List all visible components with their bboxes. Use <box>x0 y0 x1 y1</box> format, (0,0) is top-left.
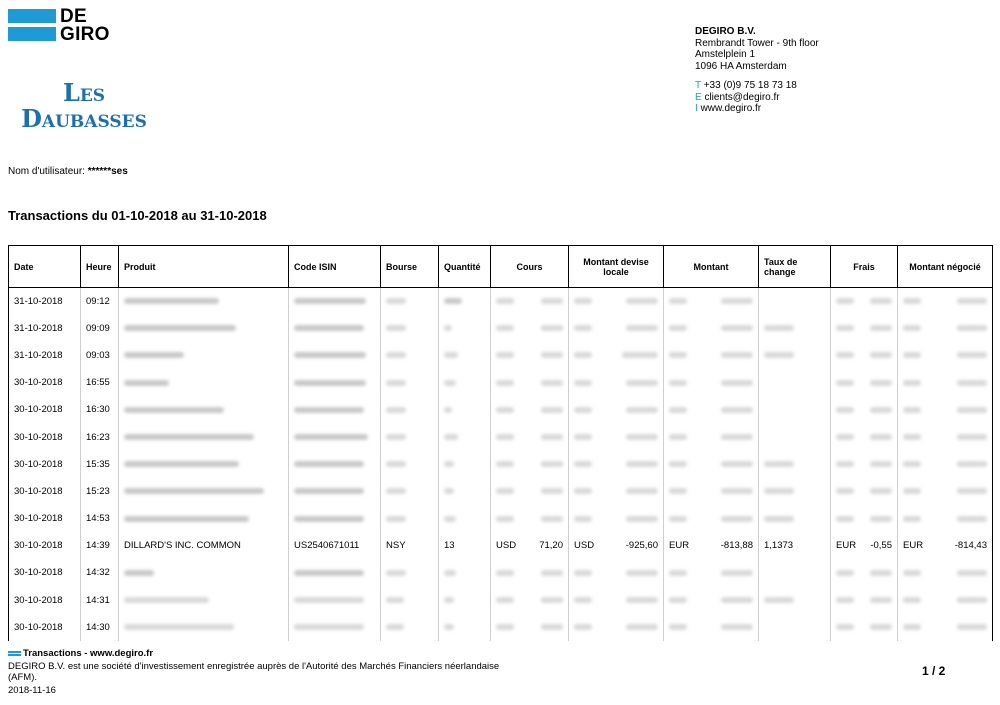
cell-redacted <box>381 451 439 478</box>
cell-redacted <box>664 423 759 450</box>
cell-redacted <box>491 369 569 396</box>
cell-date: 30-10-2018 <box>9 505 81 532</box>
cell-redacted <box>898 315 993 342</box>
cell-redacted <box>569 451 664 478</box>
cell-redacted <box>664 369 759 396</box>
cell-redacted <box>119 451 289 478</box>
table-row <box>9 614 993 641</box>
cell-redacted <box>491 315 569 342</box>
les-daubasses-logo <box>14 80 154 132</box>
company-phone <box>695 80 819 92</box>
cell-redacted <box>119 423 289 450</box>
cell-redacted <box>898 478 993 505</box>
logo-bar-top <box>8 9 56 23</box>
cell-redacted <box>569 614 664 641</box>
cell-redacted <box>831 451 898 478</box>
cell-redacted <box>759 505 831 532</box>
username-label: Nom d'utilisateur: <box>8 166 85 177</box>
company-address-1: Rembrandt Tower - 9th floor <box>695 37 819 49</box>
cell-redacted <box>491 478 569 505</box>
cell-redacted <box>831 315 898 342</box>
footer-disclaimer: DEGIRO B.V. est une société d'investissement enregistrée auprès de l'Autorité des Marchés Financiers néerlandaise (AFM). <box>8 661 500 683</box>
cell-redacted <box>119 396 289 423</box>
cell-redacted <box>119 614 289 641</box>
cell-redacted <box>831 478 898 505</box>
cell-redacted <box>439 587 491 614</box>
cell-redacted <box>381 342 439 369</box>
cell-redacted <box>898 342 993 369</box>
table-row <box>9 478 993 505</box>
cell-redacted <box>119 505 289 532</box>
cell-redacted <box>381 288 439 315</box>
company-name: DEGIRO B.V. <box>695 26 756 37</box>
cell-redacted <box>569 396 664 423</box>
company-web <box>695 103 819 115</box>
cell-time: 16:23 <box>81 423 119 450</box>
cell-time: 14:53 <box>81 505 119 532</box>
cell-redacted <box>831 369 898 396</box>
cell-traded-amount <box>898 532 993 559</box>
cell-redacted <box>664 288 759 315</box>
cell-redacted <box>289 315 381 342</box>
cell-redacted <box>491 423 569 450</box>
web-value: www.degiro.fr <box>700 103 762 114</box>
transactions-table <box>8 245 993 641</box>
table-row <box>9 423 993 450</box>
cell-date: 30-10-2018 <box>9 478 81 505</box>
cell-redacted <box>831 505 898 532</box>
cell-redacted <box>119 288 289 315</box>
username-value: ******ses <box>87 166 128 177</box>
amount-value: -813,88 <box>720 540 753 552</box>
cell-redacted <box>119 315 289 342</box>
cell-redacted <box>439 396 491 423</box>
cell-redacted <box>119 478 289 505</box>
cell-redacted <box>439 505 491 532</box>
cell-redacted <box>491 451 569 478</box>
cell-redacted <box>289 451 381 478</box>
cell-price <box>491 532 569 559</box>
cell-isin: US2540671011 <box>289 532 381 559</box>
cell-redacted <box>381 559 439 586</box>
cell-redacted <box>569 587 664 614</box>
cell-redacted <box>898 614 993 641</box>
table-header-row <box>9 246 993 288</box>
col-header-quantity: Quantité <box>439 246 491 288</box>
cell-time: 09:09 <box>81 315 119 342</box>
cell-redacted <box>831 342 898 369</box>
cell-redacted <box>491 587 569 614</box>
table-row <box>9 451 993 478</box>
cell-redacted <box>664 614 759 641</box>
cell-redacted <box>119 342 289 369</box>
cell-redacted <box>439 288 491 315</box>
cell-redacted <box>381 369 439 396</box>
cell-date: 30-10-2018 <box>9 369 81 396</box>
cell-fx-rate: 1,1373 <box>759 532 831 559</box>
cell-exchange: NSY <box>381 532 439 559</box>
cell-redacted <box>289 342 381 369</box>
cell-redacted <box>664 587 759 614</box>
cell-date: 30-10-2018 <box>9 451 81 478</box>
cell-time: 14:32 <box>81 559 119 586</box>
cell-date: 31-10-2018 <box>9 288 81 315</box>
footer <box>8 648 508 696</box>
price-currency: USD <box>496 540 517 552</box>
cell-redacted <box>898 451 993 478</box>
col-header-fees: Frais <box>831 246 898 288</box>
cell-redacted <box>759 478 831 505</box>
cell-redacted <box>664 396 759 423</box>
cell-redacted <box>491 288 569 315</box>
table-row <box>9 587 993 614</box>
cell-date: 30-10-2018 <box>9 614 81 641</box>
table-row <box>9 505 993 532</box>
cell-redacted <box>289 559 381 586</box>
traded-amount-value: -814,43 <box>954 540 987 552</box>
cell-redacted <box>759 342 831 369</box>
cell-redacted <box>569 288 664 315</box>
cell-date: 30-10-2018 <box>9 587 81 614</box>
cell-redacted <box>664 478 759 505</box>
company-address-2: Amstelplein 1 <box>695 49 756 60</box>
cell-redacted <box>664 505 759 532</box>
cell-redacted <box>664 342 759 369</box>
table-row <box>9 288 993 315</box>
cell-time: 14:39 <box>81 532 119 559</box>
degiro-bars-icon <box>8 650 21 657</box>
cell-redacted <box>569 342 664 369</box>
cell-redacted <box>831 423 898 450</box>
cell-redacted <box>439 478 491 505</box>
cell-time: 15:23 <box>81 478 119 505</box>
cell-time: 15:35 <box>81 451 119 478</box>
cell-date: 30-10-2018 <box>9 559 81 586</box>
cell-local-amount <box>569 532 664 559</box>
cell-redacted <box>898 587 993 614</box>
cell-date: 31-10-2018 <box>9 342 81 369</box>
cell-redacted <box>491 342 569 369</box>
table-row <box>9 559 993 586</box>
cell-redacted <box>289 614 381 641</box>
cell-redacted <box>831 288 898 315</box>
col-header-local-amount: Montant devise locale <box>569 246 664 288</box>
cell-redacted <box>119 559 289 586</box>
col-header-traded-amount: Montant négocié <box>898 246 993 288</box>
col-header-fx-rate: Taux de change <box>759 246 831 288</box>
cell-redacted <box>381 396 439 423</box>
col-header-time: Heure <box>81 246 119 288</box>
cell-redacted <box>439 315 491 342</box>
cell-fees <box>831 532 898 559</box>
page-number: 1 / 2 <box>922 664 946 678</box>
cell-redacted <box>381 423 439 450</box>
cell-redacted <box>119 369 289 396</box>
cell-redacted <box>289 288 381 315</box>
cell-redacted <box>381 505 439 532</box>
brand-line-1: Les <box>62 78 106 107</box>
cell-redacted <box>569 478 664 505</box>
page-title: Transactions du 01-10-2018 au 31-10-2018 <box>8 208 267 223</box>
cell-product: DILLARD'S INC. COMMON <box>119 532 289 559</box>
cell-redacted <box>569 559 664 586</box>
cell-redacted <box>898 559 993 586</box>
cell-redacted <box>439 451 491 478</box>
cell-time: 09:12 <box>81 288 119 315</box>
cell-redacted <box>759 587 831 614</box>
footer-date: 2018-11-16 <box>8 685 56 696</box>
phone-label: T <box>695 80 701 91</box>
cell-time: 16:55 <box>81 369 119 396</box>
cell-redacted <box>831 587 898 614</box>
table-row <box>9 396 993 423</box>
cell-redacted <box>491 559 569 586</box>
cell-redacted <box>569 423 664 450</box>
table-row <box>9 369 993 396</box>
cell-redacted <box>831 559 898 586</box>
email-label: E <box>695 91 702 103</box>
cell-date: 30-10-2018 <box>9 396 81 423</box>
cell-redacted <box>898 505 993 532</box>
cell-redacted <box>898 423 993 450</box>
col-header-price: Cours <box>491 246 569 288</box>
cell-quantity: 13 <box>439 532 491 559</box>
cell-redacted <box>289 587 381 614</box>
logo-bar-bottom <box>8 27 56 41</box>
cell-redacted <box>439 614 491 641</box>
logo-text-giro: GIRO <box>60 24 110 45</box>
cell-redacted <box>831 396 898 423</box>
cell-redacted <box>569 315 664 342</box>
local-amount-value: -925,60 <box>625 540 658 552</box>
email-value: clients@degiro.fr <box>704 91 780 103</box>
fees-value: -0,55 <box>870 540 892 552</box>
cell-redacted <box>289 478 381 505</box>
cell-date: 31-10-2018 <box>9 315 81 342</box>
price-value: 71,20 <box>539 540 563 552</box>
cell-redacted <box>381 614 439 641</box>
amount-currency: EUR <box>669 540 690 552</box>
cell-redacted <box>898 288 993 315</box>
cell-time: 14:31 <box>81 587 119 614</box>
brand-line-2: Daubasses <box>21 104 147 133</box>
cell-redacted <box>664 451 759 478</box>
cell-redacted <box>898 396 993 423</box>
company-address-block <box>695 26 819 115</box>
cell-redacted <box>439 342 491 369</box>
cell-redacted <box>289 423 381 450</box>
logo-text-de: DE <box>60 6 87 27</box>
cell-redacted <box>439 559 491 586</box>
cell-date: 30-10-2018 <box>9 423 81 450</box>
cell-redacted <box>381 587 439 614</box>
table-row <box>9 532 993 559</box>
cell-redacted <box>381 478 439 505</box>
col-header-product: Produit <box>119 246 289 288</box>
cell-redacted <box>759 315 831 342</box>
table-row <box>9 342 993 369</box>
col-header-date: Date <box>9 246 81 288</box>
cell-redacted <box>569 505 664 532</box>
cell-redacted <box>759 451 831 478</box>
cell-redacted <box>831 614 898 641</box>
cell-redacted <box>491 505 569 532</box>
col-header-isin: Code ISIN <box>289 246 381 288</box>
footer-title <box>8 648 508 659</box>
local-currency: USD <box>574 540 595 552</box>
cell-time: 16:30 <box>81 396 119 423</box>
col-header-exchange: Bourse <box>381 246 439 288</box>
phone-value: +33 (0)9 75 18 73 18 <box>703 80 797 91</box>
cell-redacted <box>381 315 439 342</box>
web-label: I <box>695 103 698 114</box>
cell-redacted <box>491 396 569 423</box>
cell-amount <box>664 532 759 559</box>
cell-redacted <box>119 587 289 614</box>
traded-currency: EUR <box>903 540 924 552</box>
cell-redacted <box>289 396 381 423</box>
company-address-3: 1096 HA Amsterdam <box>695 60 787 72</box>
cell-redacted <box>569 369 664 396</box>
cell-redacted <box>664 315 759 342</box>
cell-time: 09:03 <box>81 342 119 369</box>
company-email <box>695 92 819 104</box>
cell-redacted <box>664 559 759 586</box>
col-header-amount: Montant <box>664 246 759 288</box>
cell-redacted <box>289 369 381 396</box>
cell-redacted <box>898 369 993 396</box>
cell-date: 30-10-2018 <box>9 532 81 559</box>
cell-redacted <box>289 505 381 532</box>
table-row <box>9 315 993 342</box>
cell-redacted <box>439 369 491 396</box>
cell-redacted <box>439 423 491 450</box>
username-line <box>8 166 128 177</box>
footer-title-text: Transactions - www.degiro.fr <box>23 648 154 659</box>
fees-currency: EUR <box>836 540 857 552</box>
cell-redacted <box>491 614 569 641</box>
degiro-logo <box>8 8 118 44</box>
cell-time: 14:30 <box>81 614 119 641</box>
